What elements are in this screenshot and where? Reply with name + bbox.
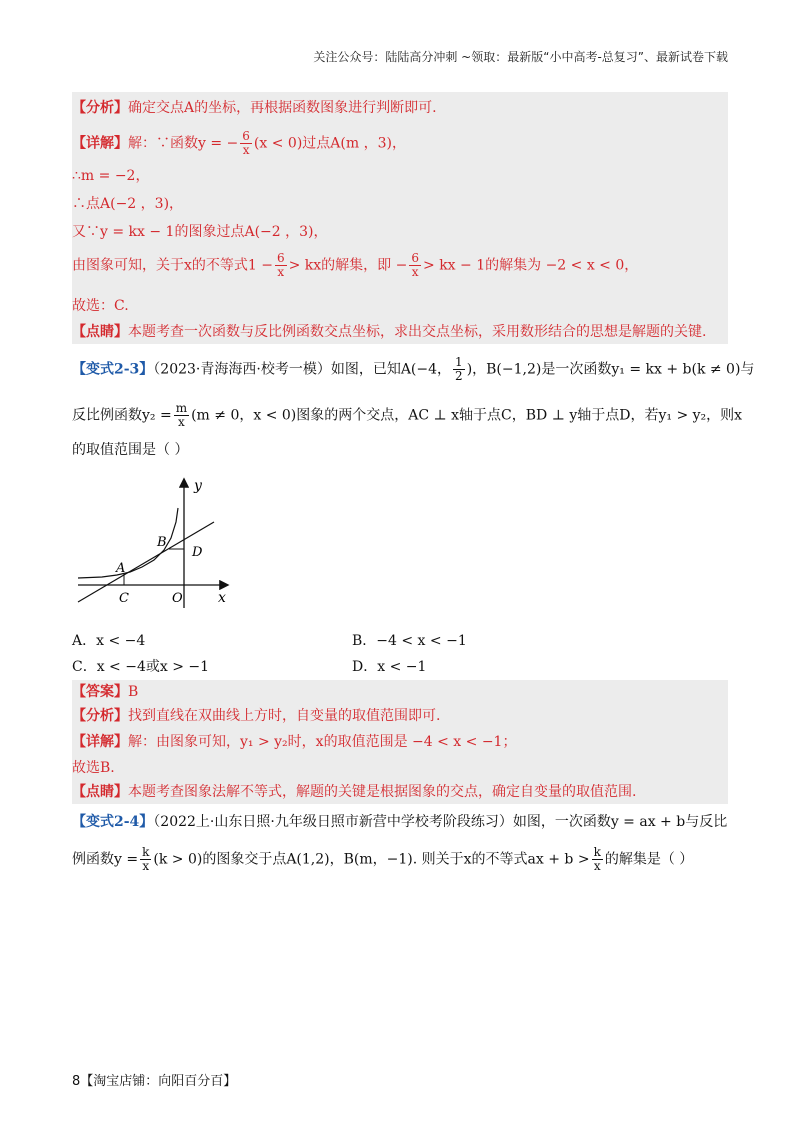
analysis-tag: 【分析】 — [72, 708, 128, 724]
page-footer: 8【淘宝店铺：向阳百分百】 — [72, 1074, 237, 1089]
question-tag: 【变式2-3】 — [72, 361, 154, 378]
point-text: 本题考查图象法解不等式，解题的关键是根据图象的交点，确定自变量的取值范围. — [128, 784, 637, 800]
label-A: A — [116, 561, 126, 576]
answer-line — [72, 682, 138, 702]
label-x: x — [218, 590, 226, 606]
question-text: (k > 0)的图象交于点A(1,2)，B(m，−1). 则关于x的不等式ax + b > — [153, 851, 590, 868]
fraction — [140, 846, 151, 873]
solution-line-5: 又∵y = kx − 1的图象过点A(−2 ，3)， — [72, 224, 328, 240]
fraction-numerator: 6 — [242, 129, 250, 143]
label-D: D — [192, 545, 203, 560]
question-line-2 — [72, 402, 742, 429]
label-B: B — [157, 535, 167, 550]
option-a: A．x < −4 — [72, 633, 146, 649]
fraction-numerator: 6 — [276, 251, 285, 265]
question-line-3: 的取值范围是（ ） — [72, 442, 189, 458]
analysis-text: 找到直线在双曲线上方时，自变量的取值范围即可. — [128, 708, 441, 724]
question-text: 例函数y = — [72, 851, 139, 868]
page-header: 关注公众号：陆陆高分冲刺 ~领取：最新版“小中高考-总复习”、最新试卷下载 — [313, 50, 728, 64]
question-text: （2022上·山东日照·九年级日照市新营中学校考阶段练习）如图，一次函数y = ax + b与反比 — [153, 814, 728, 830]
point-line — [72, 322, 706, 342]
solution-choice: 故选：C. — [72, 298, 129, 314]
line6-mid: > kx的解集，即 − — [288, 257, 408, 274]
solution-block-2 — [72, 680, 728, 804]
option-b: B．−4 < x < −1 — [352, 633, 467, 649]
question-line-2 — [72, 846, 693, 873]
fraction-numerator: m — [175, 401, 188, 415]
question-text: )，B(−1,2)是一次函数y₁ = kx + b(k ≠ 0)与 — [466, 361, 755, 378]
detail-line — [72, 130, 406, 157]
fraction — [453, 356, 465, 383]
fraction-numerator: 1 — [455, 355, 463, 369]
label-C: C — [119, 591, 129, 606]
fraction — [592, 846, 603, 873]
analysis-text: 确定交点A的坐标，再根据函数图象进行判断即可. — [128, 100, 437, 116]
fraction-denominator: 2 — [455, 369, 463, 383]
fraction-numerator: k — [142, 845, 150, 859]
linear-function-line — [78, 522, 214, 602]
point-text: 本题考查一次函数与反比例函数交点坐标，求出交点坐标，采用数形结合的思想是解题的关键. — [128, 324, 707, 340]
fraction-denominator: x — [593, 859, 601, 873]
question-line-1 — [72, 812, 727, 832]
fraction — [409, 252, 421, 279]
answer-tag: 【答案】 — [72, 684, 128, 700]
fraction — [275, 252, 287, 279]
detail-tag: 【详解】 — [72, 734, 128, 750]
question-line-1 — [72, 356, 754, 383]
solution-line-4: ∴点A(−2 ，3)， — [72, 196, 184, 212]
question-2-4 — [72, 810, 728, 880]
solution-choice: 故选B. — [72, 760, 115, 776]
question-text: （2023·青海海西·校考一模）如图，已知A(−4， — [153, 361, 452, 378]
fraction-denominator: x — [142, 859, 150, 873]
fraction-denominator: x — [178, 415, 185, 429]
fraction — [240, 130, 252, 157]
question-text: 的解集是（ ） — [604, 851, 694, 868]
question-text: 反比例函数y₂ = — [72, 407, 172, 424]
answer-text: B — [128, 684, 139, 700]
fraction-numerator: 6 — [411, 251, 420, 265]
line6-pre: 由图象可知，关于x的不等式1 − — [72, 257, 273, 274]
fraction-denominator: x — [242, 143, 250, 157]
fraction-denominator: x — [277, 265, 285, 279]
analysis-line — [72, 706, 440, 726]
label-y: y — [194, 478, 202, 494]
point-line — [72, 782, 636, 802]
line6-post: > kx − 1的解集为 −2 < x < 0， — [423, 257, 639, 274]
question-tag: 【变式2-4】 — [72, 814, 154, 830]
option-c: C．x < −4或x > −1 — [72, 659, 210, 675]
detail-line — [72, 732, 516, 752]
label-O: O — [172, 591, 183, 606]
fraction-numerator: k — [593, 845, 601, 859]
solution-block-1 — [72, 92, 728, 344]
point-tag: 【点睛】 — [72, 324, 128, 340]
detail-text-post: (x < 0)过点A(m ，3)， — [253, 135, 406, 152]
question-2-3 — [72, 350, 755, 460]
solution-line-6 — [72, 252, 638, 279]
detail-tag: 【详解】 — [72, 135, 128, 152]
analysis-line — [72, 98, 437, 118]
option-d: D．x < −1 — [352, 659, 427, 675]
question-text: (m ≠ 0，x < 0)图象的两个交点，AC ⊥ x轴于点C，BD ⊥ y轴于点D，若y₁ > y₂，则x — [191, 407, 743, 424]
detail-text-pre: 解：∵函数y = − — [128, 135, 239, 152]
analysis-tag: 【分析】 — [72, 100, 128, 116]
fraction — [174, 402, 189, 429]
point-tag: 【点睛】 — [72, 784, 128, 800]
fraction-denominator: x — [411, 265, 419, 279]
detail-text: 解：由图象可知，y₁ > y₂时，x的取值范围是 −4 < x < −1； — [128, 734, 517, 750]
function-graph — [72, 470, 242, 610]
solution-line-3: ∴m = −2， — [72, 168, 150, 184]
